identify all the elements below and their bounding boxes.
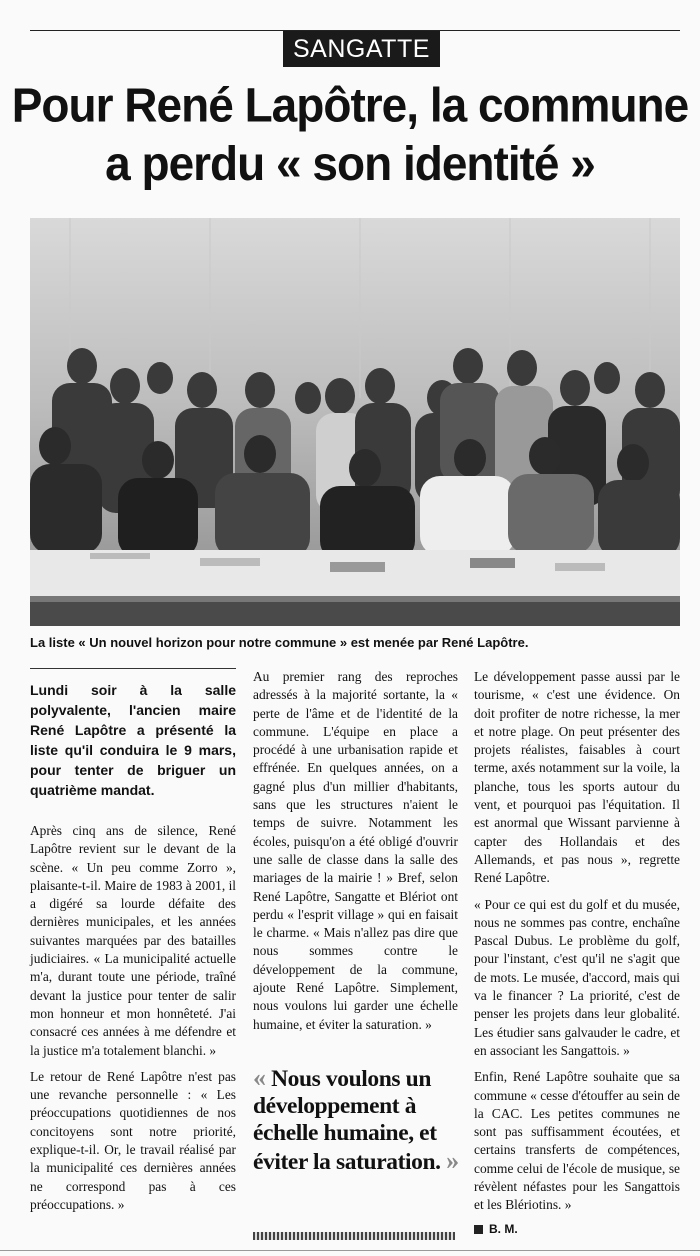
- decorative-bar: [253, 1232, 455, 1240]
- column-3-body: [474, 668, 680, 1215]
- signature-text: B. M.: [489, 1222, 518, 1236]
- author-signature: [474, 1222, 518, 1236]
- column-2-body: [253, 668, 458, 1034]
- pull-quote: [253, 1064, 463, 1176]
- pull-quote-text: Nous voulons un développement à échelle humaine, et éviter la saturation.: [253, 1066, 441, 1175]
- photo-illustration: [30, 218, 680, 626]
- section-kicker: SANGATTE: [283, 31, 440, 67]
- paragraph: Après cinq ans de silence, René Lapôtre revient sur le devant de la scène. « Un peu comme Zorro », plaisante-t-il. Maire de 1983 à 2001, il a digéré sa lourde défaite des dernières municipales, et les années suivantes marquées par des batailles judiciaires. « La municipalité actuelle m'a, durant toute une période, traîné devant la justice pour tenter de salir mon honneur et mon honnêteté. J'ai consacré ces années à me défendre et la justice m'a totalement blanchi. »: [30, 823, 237, 1058]
- headline: Pour René Lapôtre, la commune a perdu « son identité »: [11, 77, 689, 191]
- lead-rule: [30, 668, 236, 669]
- paragraph: Au premier rang des reproches adressés à la majorité sortante, la « perte de l'âme et de l'identité de la commune. L'équipe en place a procédé à une urbanisation rapide et effrénée. En quelques années, on a gagné plus d'un millier d'habitants, sans que les structures n'aient le temps de suivre. Notamment les écoles, puisqu'on a été obligé d'ouvrir une salle de classe dans la salle des mariages de la mairie ! » Bref, selon René Lapôtre, Sangatte et Blériot ont perdu « l'esprit village » qui en faisait le charme. « Mais n'allez pas dire que nous sommes contre le développement de la commune, ajoute René Lapôtre. Simplement, nous voulons lui garder une échelle humaine, et éviter la saturation. »: [253, 669, 458, 1032]
- group-photo: [30, 218, 680, 626]
- close-quote-mark: »: [446, 1146, 459, 1175]
- paragraph: Le retour de René Lapôtre n'est pas une revanche personnelle : « Les préoccupations quotidiennes de nos concitoyens sont notre priorité, explique-t-il. Or, le travail réalisé par la municipalité ces dernières années ne correspond pas à ces préoccupations. »: [30, 1068, 236, 1212]
- paragraph: « Pour ce qui est du golf et du musée, nous ne sommes pas contre, enchaîne Pascal Dubus. Le problème du golf, pour l'instant, c'est qu'il ne s'agit que de mots. Le musée, d'accord, mais qui va le financer ? La priorité, c'est de penser les projets dans leur globalité. Les étudier sans galvauder le cadre, et en associant les Sangattois. »: [474, 896, 680, 1058]
- square-bullet-icon: [474, 1225, 483, 1234]
- bottom-rule: [0, 1250, 700, 1251]
- paragraph: Le développement passe aussi par le tourisme, « c'est une évidence. On doit profiter de notre richesse, la mer et notre plage. On peut présenter des projets réalistes, faisables à court terme, axés notamment sur la voile, la planche, tous les sports autour du vent, et pourquoi pas l'équitation. Il est anormal que Wissant parvienne à capter des Hollandais et des Allemands, et pas nous », regrette René Lapôtre.: [474, 669, 680, 886]
- article-lead: Lundi soir à la salle polyvalente, l'ancien maire René Lapôtre a présenté la liste qu'il conduira le 9 mars, pour tenter de briguer un quatrième mandat.: [30, 682, 236, 798]
- paragraph: Enfin, René Lapôtre souhaite que sa commune « cesse d'étouffer au sein de la CAC. Les petites communes ne sont pas suffisamment écoutées, et certains transferts de compétences, comme celui de l'école de musique, se révèlent néfastes pour les Sangattois et les Blériotins. »: [474, 1069, 680, 1213]
- open-quote-mark: «: [253, 1063, 266, 1092]
- photo-caption: La liste « Un nouvel horizon pour notre commune » est menée par René Lapôtre.: [30, 635, 529, 650]
- column-1-body: [30, 822, 236, 1214]
